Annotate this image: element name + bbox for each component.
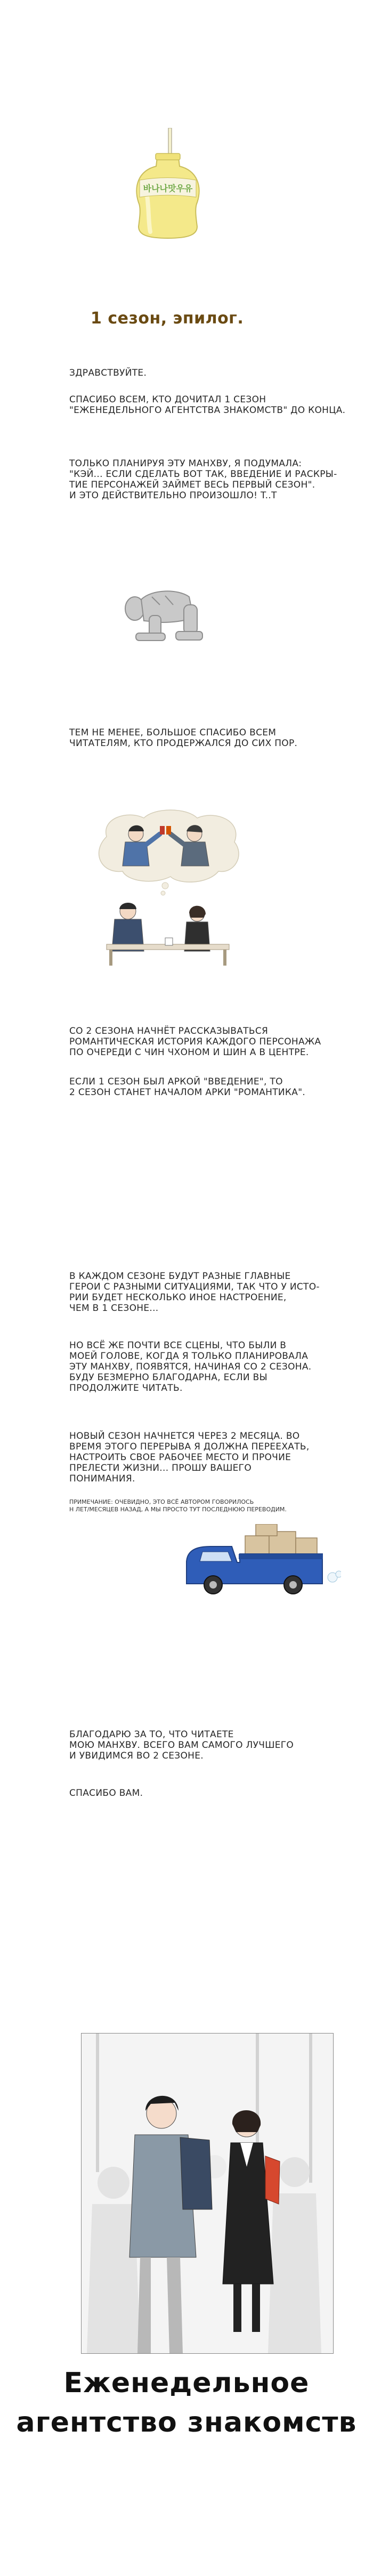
svg-text:바나나맛우유: 바나나맛우유 <box>143 183 193 193</box>
plan-text: ТОЛЬКО ПЛАНИРУЯ ЭТУ МАНХВУ, Я ПОДУМАЛА: "КЭЙ... ЕСЛИ СДЕЛАТЬ ВОТ ТАК, ВВЕДЕНИЕ И РАСКРЫ- ТИЕ ПЕРСОНАЖЕЙ ЗАЙМЕТ ВЕСЬ ПЕРВЫЙ СЕЗОН". И ЭТО ДЕЙСТВИТЕЛЬНО ПРОИЗОШЛО! T..T <box>69 458 337 501</box>
sign-off-block <box>69 1788 368 1799</box>
banana-milk-bottle-illustration <box>128 128 208 240</box>
heroes-text: В КАЖДОМ СЕЗОНЕ БУДУТ РАЗНЫЕ ГЛАВНЫЕ ГЕРОИ С РАЗНЫМИ СИТУАЦИЯМИ, ТАК ЧТО У ИСТО- РИИ БУДЕТ НЕСКОЛЬКО ИНОЕ НАСТРОЕНИЕ, ЧЕМ В 1 СЕЗОНЕ... <box>69 1271 320 1314</box>
exhaust-puff <box>328 1571 341 1582</box>
new-season-block <box>69 1431 368 1484</box>
cover-illustration-frame <box>81 2033 334 2354</box>
thanks-intro-text: СПАСИБО ВСЕМ, КТО ДОЧИТАЛ 1 СЕЗОН "ЕЖЕНЕДЕЛЬНОГО АГЕНТСТВА ЗНАКОМСТВ" ДО КОНЦА. <box>69 394 346 416</box>
table-scene <box>107 903 229 966</box>
new-season-text: НОВЫЙ СЕЗОН НАЧНЕТСЯ ЧЕРЕЗ 2 МЕСЯЦА. ВО ВРЕМЯ ЭТОГО ПЕРЕРЫВА Я ДОЛЖНА ПЕРЕЕХАТЬ, НАСТРОИТЬ СВОЕ РАБОЧЕЕ МЕСТО И ПРОЧИЕ ПРЕЛЕСТИ ЖИЗНИ... ПРОШУ ВАШЕГО ПОНИМАНИЯ. <box>69 1431 310 1484</box>
footer-title: Еженедельное агентство знакомств <box>16 2367 357 2439</box>
sign-off-text: СПАСИБО ВАМ. <box>69 1788 143 1799</box>
heroes-block <box>69 1271 368 1314</box>
greeting-block <box>69 368 346 378</box>
cover-illustration <box>82 2034 333 2353</box>
greeting-text: ЗДРАВСТВУЙТЕ. <box>69 368 147 378</box>
season2-romance-block <box>69 1026 368 1058</box>
thanks-intro-block <box>69 394 368 416</box>
bottle-label <box>140 178 196 198</box>
thought-cloud <box>99 810 239 895</box>
scenes-text: НО ВСЁ ЖЕ ПОЧТИ ВСЕ СЦЕНЫ, ЧТО БЫЛИ В МОЕЙ ГОЛОВЕ, КОГДА Я ТОЛЬКО ПЛАНИРОВАЛА ЭТУ МАНХВУ, ПОЯВЯТСЯ, НАЧИНАЯ СО 2 СЕЗОНА. БУДУ БЕЗМЕРНО БЛАГОДАРНА, ЕСЛИ ВЫ ПРОДОЛЖИТЕ ЧИТАТЬ. <box>69 1340 312 1394</box>
scenes-block <box>69 1340 368 1394</box>
final-thanks-block <box>69 1729 368 1761</box>
thanks-readers-block <box>69 727 368 749</box>
leg-shape <box>184 605 197 634</box>
bowing-figure-illustration <box>120 576 205 645</box>
page-title: 1 сезон, эпилог. <box>91 309 244 328</box>
moving-truck-illustration <box>181 1524 341 1604</box>
season2-romance-text: СО 2 СЕЗОНА НАЧНЁТ РАССКАЗЫВАТЬСЯ РОМАНТИЧЕСКАЯ ИСТОРИЯ КАЖДОГО ПЕРСОНАЖА ПО ОЧЕРЕДИ С ЧИН ЧХОНОМ И ШИН А В ЦЕНТРЕ. <box>69 1026 321 1058</box>
thanks-readers-text: ТЕМ НЕ МЕНЕЕ, БОЛЬШОЕ СПАСИБО ВСЕМ ЧИТАТЕЛЯМ, КТО ПРОДЕРЖАЛСЯ ДО СИХ ПОР. <box>69 727 298 749</box>
arc-text: ЕСЛИ 1 СЕЗОН БЫЛ АРКОЙ "ВВЕДЕНИЕ", ТО 2 СЕЗОН СТАНЕТ НАЧАЛОМ АРКИ "РОМАНТИКА". <box>69 1076 306 1098</box>
plan-block <box>69 458 368 501</box>
translator-note: ПРИМЕЧАНИЕ: ОЧЕВИДНО, ЭТО ВСЁ АВТОРОМ ГОВОРИЛОСЬ Н ЛЕТ/МЕСЯЦЕВ НАЗАД, А МЫ ПРОСТО ТУТ ПОСЛЕДНЮЮ ПЕРЕВОДИМ. <box>69 1498 287 1513</box>
arc-block <box>69 1076 368 1098</box>
characters-scene-illustration <box>85 805 250 970</box>
cargo-boxes <box>245 1524 317 1554</box>
final-thanks-text: БЛАГОДАРЮ ЗА ТО, ЧТО ЧИТАЕТЕ МОЮ МАНХВУ. ВСЕГО ВАМ САМОГО ЛУЧШЕГО И УВИДИМСЯ ВО 2 СЕЗОНЕ. <box>69 1729 294 1761</box>
